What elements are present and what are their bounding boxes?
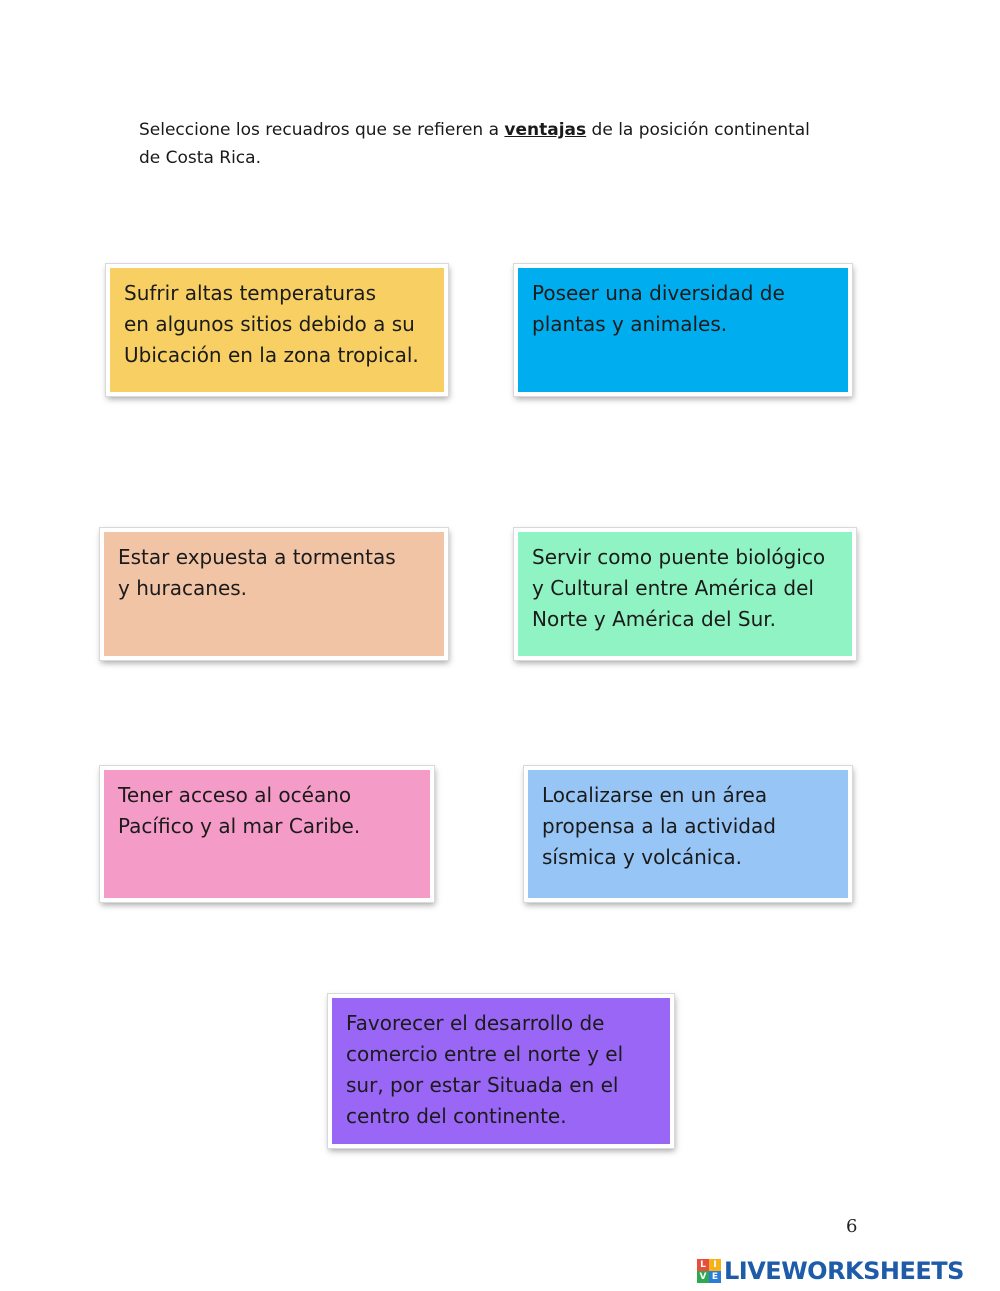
- card-line: comercio entre el norte y el: [346, 1042, 624, 1066]
- card-line: sur, por estar Situada en el: [346, 1073, 619, 1097]
- answer-card-biological-bridge[interactable]: [514, 528, 856, 660]
- logo-mark-letter: E: [709, 1271, 721, 1283]
- logo-mark-letter: L: [697, 1259, 709, 1271]
- instruction-text: [139, 116, 869, 172]
- answer-card-seismic-activity[interactable]: [524, 766, 852, 902]
- card-line: Favorecer el desarrollo de: [346, 1011, 605, 1035]
- logo-mark-letter: I: [709, 1259, 721, 1271]
- card-line: y Cultural entre América del: [532, 576, 814, 600]
- card-line: Estar expuesta a tormentas: [118, 545, 396, 569]
- answer-card-high-temperatures[interactable]: [106, 264, 448, 396]
- page-number: 6: [846, 1216, 858, 1237]
- card-line: Norte y América del Sur.: [532, 607, 777, 631]
- card-line: Servir como puente biológico: [532, 545, 826, 569]
- card-line: centro del continente.: [346, 1104, 567, 1128]
- instruction-before: Seleccione los recuadros que se refieren a: [139, 120, 505, 140]
- answer-card-biodiversity[interactable]: [514, 264, 852, 396]
- card-line: Tener acceso al océano: [118, 783, 352, 807]
- card-line: Ubicación en la zona tropical.: [124, 343, 419, 367]
- card-line: sísmica y volcánica.: [542, 845, 742, 869]
- logo-text: LIVEWORKSHEETS: [724, 1257, 964, 1285]
- answer-card-ocean-access[interactable]: [100, 766, 434, 902]
- card-line: Poseer una diversidad de: [532, 281, 785, 305]
- liveworksheets-logo-icon: [697, 1259, 721, 1283]
- card-line: Pacífico y al mar Caribe.: [118, 814, 361, 838]
- instruction-after: de la posición continental: [586, 120, 810, 140]
- liveworksheets-logo: [697, 1256, 964, 1286]
- logo-mark-letter: V: [697, 1271, 709, 1283]
- card-line: y huracanes.: [118, 576, 248, 600]
- card-line: en algunos sitios debido a su: [124, 312, 415, 336]
- answer-card-storms[interactable]: [100, 528, 448, 660]
- instruction-emphasis: ventajas: [504, 120, 587, 140]
- answer-card-commerce[interactable]: [328, 994, 674, 1148]
- card-line: plantas y animales.: [532, 312, 728, 336]
- card-line: Localizarse en un área: [542, 783, 768, 807]
- card-line: Sufrir altas temperaturas: [124, 281, 376, 305]
- instruction-line2: de Costa Rica.: [139, 148, 261, 168]
- card-line: propensa a la actividad: [542, 814, 776, 838]
